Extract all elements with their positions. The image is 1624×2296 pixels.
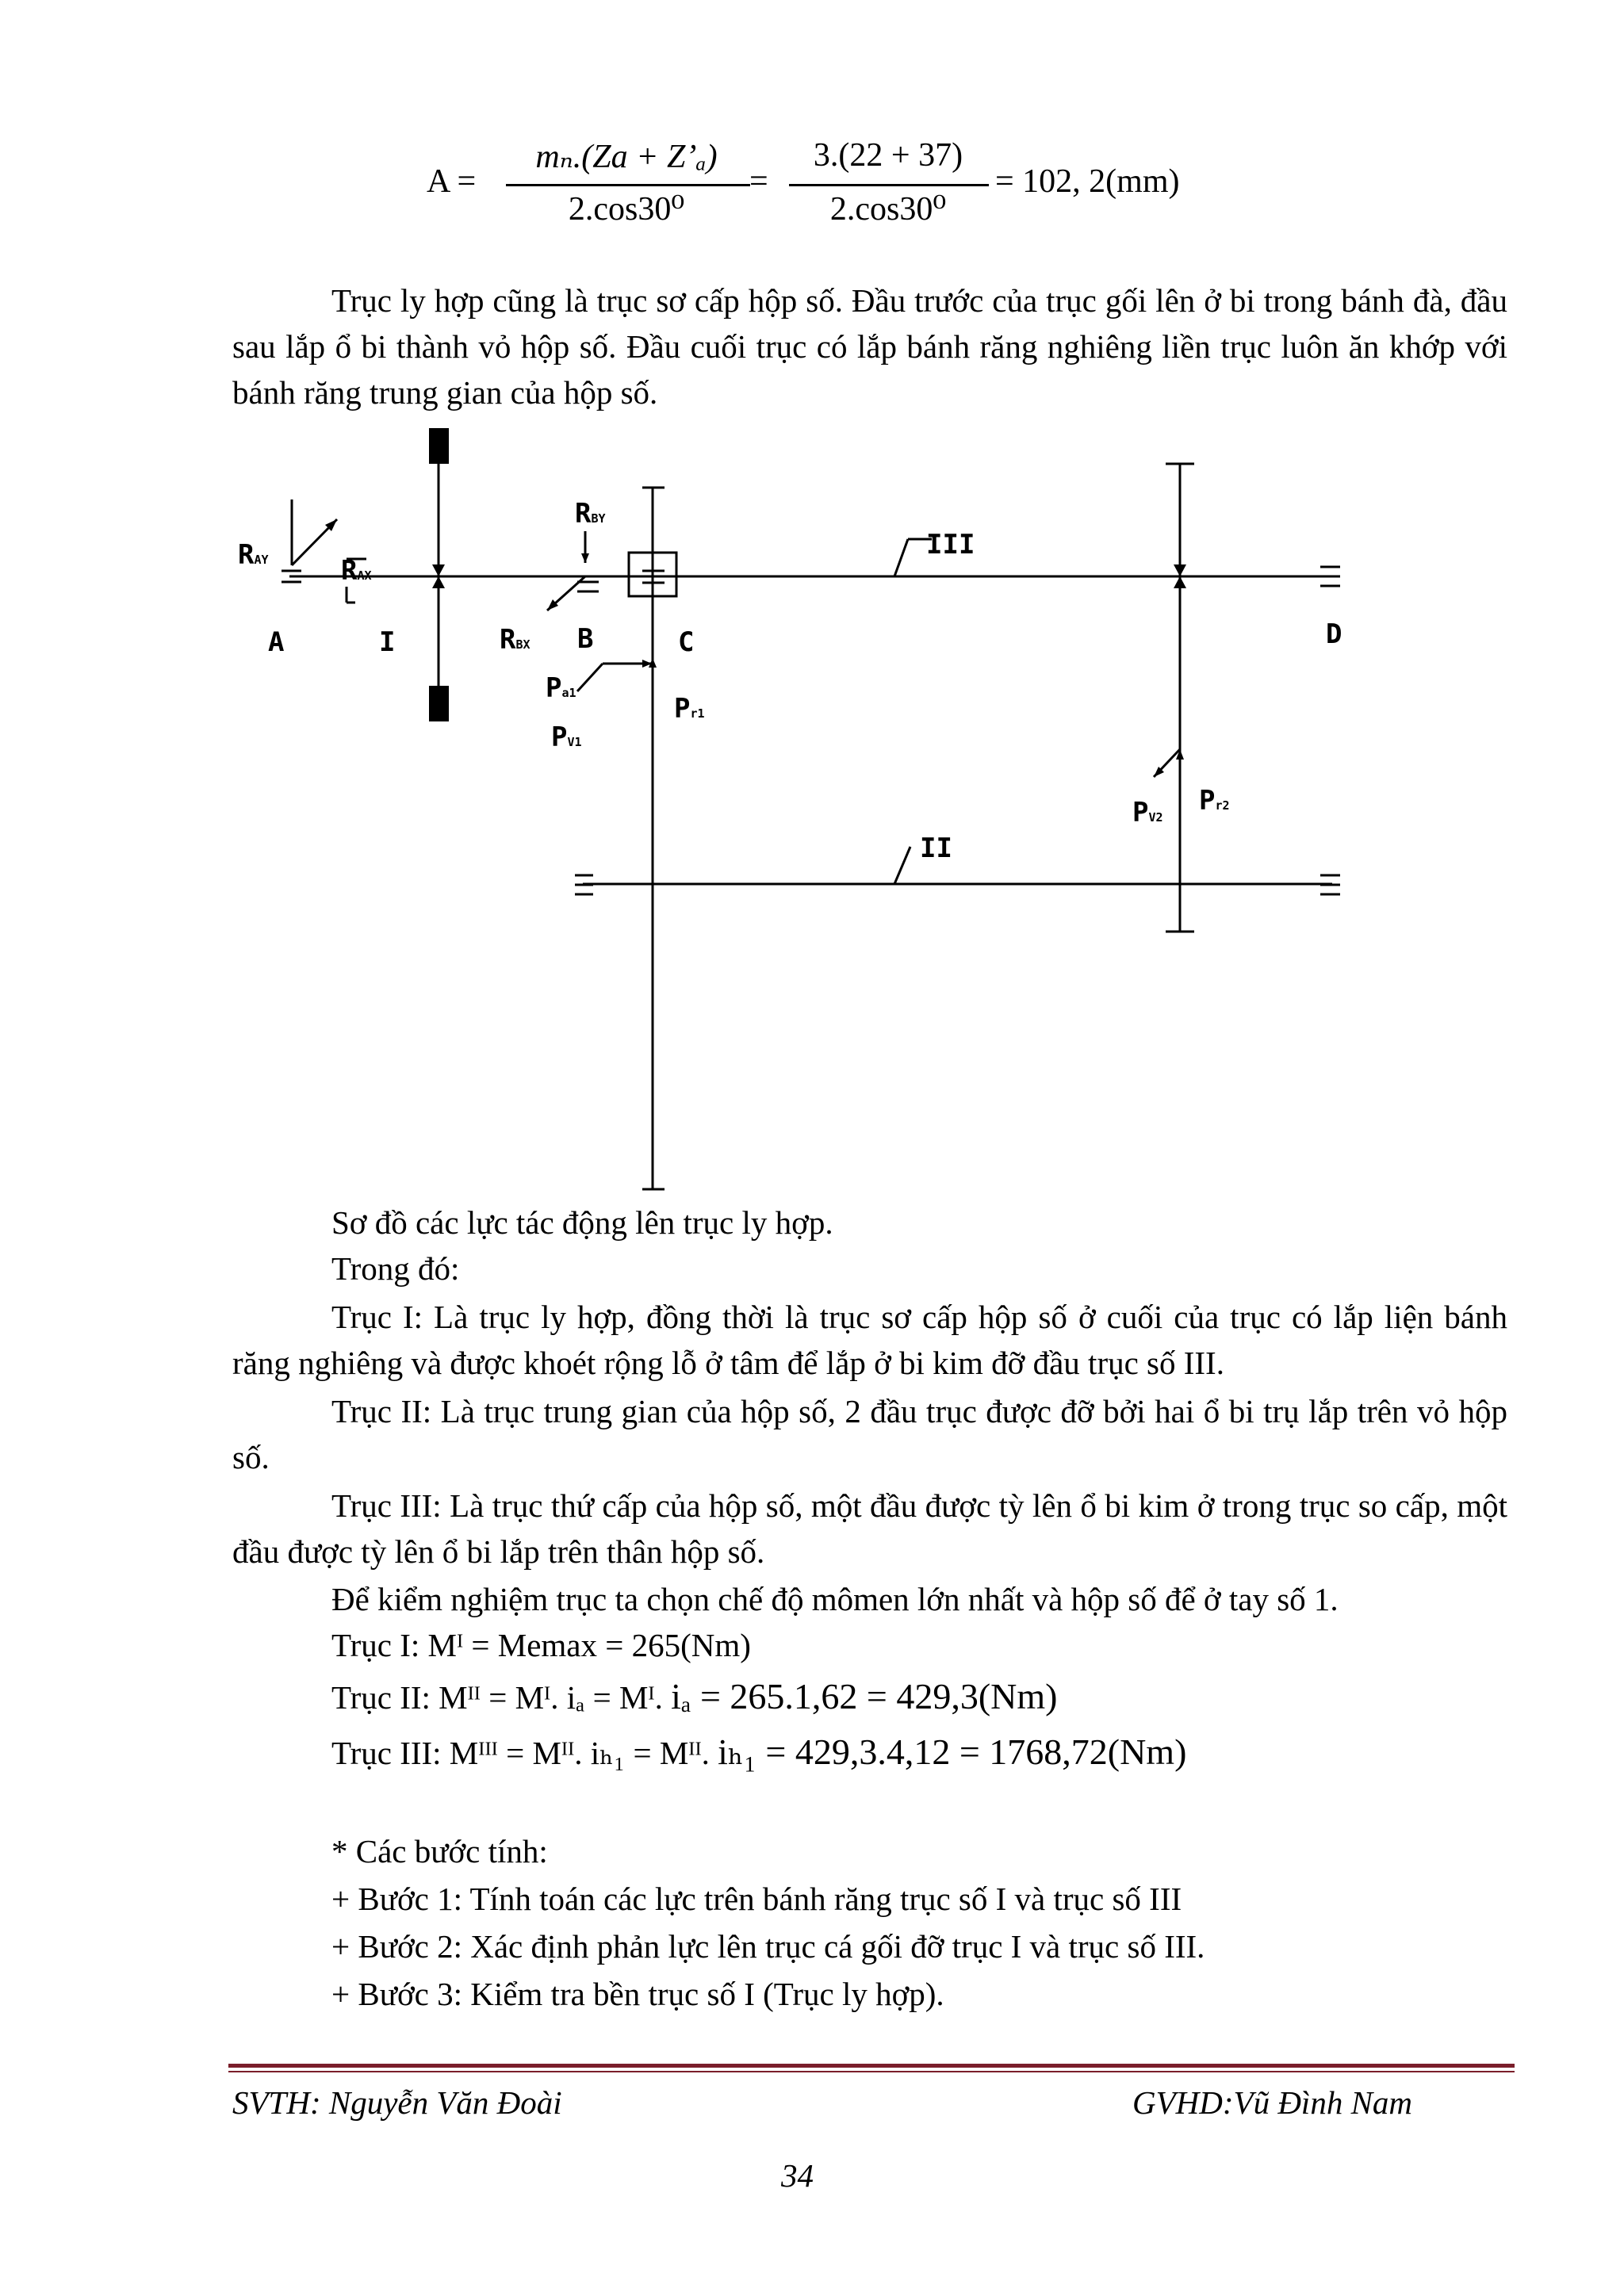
trong-do: Trong đó: (331, 1250, 460, 1287)
step-2: + Bước 2: Xác định phản lực lên trục cá gối đỡ trục I và trục số III. (331, 1928, 1205, 1965)
formula-numerator-2: 3.(22 + 37) (813, 137, 963, 174)
formula-lhs: A = (427, 163, 477, 200)
footer-svth: SVTH: Nguyễn Văn Đoài (232, 2084, 562, 2121)
moment-truc-1: Trục I: Mᴵ = Memax = 265(Nm) (331, 1627, 751, 1663)
label-d: D (1326, 618, 1342, 650)
paragraph-truc-1: Trục I: Là trục ly hợp, đồng thời là trục sơ cấp hộp số ở cuối của trục có lắp liện bánh răng nghiêng và được khoét rộng lỗ ở tâm để lắp ở bi kim đỡ đầu trục số III. (232, 1299, 1507, 1381)
formula-result: = 102, 2(mm) (995, 163, 1180, 200)
formula-denominator-1: 2.cos30⁰ (568, 191, 685, 228)
intro-paragraph: Trục ly hợp cũng là trục sơ cấp hộp số. Đầu trước của trục gối lên ở bi trong bánh đà, đầu sau lắp ổ bi thành vỏ hộp số. Đầu cuối trục có lắp bánh răng nghiêng liền trục luôn ăn khớp với bánh răng trung gian của hộp số. (232, 282, 1507, 411)
footer-gvhd: GVHD:Vũ Đình Nam (1132, 2084, 1413, 2121)
label-b: B (577, 623, 594, 655)
label-pv2: PV2 (1132, 797, 1163, 828)
kiem-nghiem-line: Để kiểm nghiệm trục ta chọn chế độ mômen lớn nhất và hộp số để ở tay số 1. (331, 1581, 1339, 1617)
label-pv1: PV1 (551, 721, 582, 753)
footer-rule (228, 2064, 1515, 2068)
label-pr1: Pr1 (674, 693, 705, 725)
label-shaft-ii: II (920, 832, 952, 864)
moment-truc-3: Trục III: Mᴵᴵᴵ = Mᴵᴵ. iₕ₁ = Mᴵᴵ. iₕ₁ = 429,3.4,12 = 1768,72(Nm) (331, 1732, 1187, 1772)
step-1: + Bước 1: Tính toán các lực trên bánh răng trục số I và trục số III (331, 1881, 1182, 1917)
label-rax: RAX (341, 555, 372, 587)
label-a: A (268, 626, 285, 658)
moment-truc-2: Trục II: Mᴵᴵ = Mᴵ. iₐ = Mᴵ. iₐ = 265.1,62 = 429,3(Nm) (331, 1676, 1058, 1716)
label-ray: RAY (238, 539, 269, 571)
paragraph-truc-3: Trục III: Là trục thứ cấp của hộp số, một đầu được tỳ lên ổ bi kim ở trong trục so cấp, một đầu được tỳ lên ổ bi lắp trên thân hộp số. (232, 1487, 1507, 1570)
label-i: I (379, 626, 396, 658)
gear-block-top (429, 428, 449, 464)
label-shaft-iii: III (926, 529, 975, 561)
formula-equals: = (749, 163, 768, 200)
label-pr2: Pr2 (1199, 785, 1230, 817)
paragraph-truc-2: Trục II: Là trục trung gian của hộp số, 2 đầu trục được đỡ bởi hai ổ bi trụ lắp trên vỏ hộp số. (232, 1393, 1507, 1475)
gear-block-bottom (429, 686, 449, 721)
page-number: 34 (781, 2157, 814, 2194)
step-3: + Bước 3: Kiểm tra bền trục số I (Trục ly hợp). (331, 1976, 944, 2012)
label-c: C (678, 626, 695, 658)
label-pa1: Pa1 (546, 672, 576, 704)
steps-title: * Các bước tính: (331, 1833, 548, 1869)
label-rby: RBY (575, 498, 606, 530)
formula-numerator-1: mₙ.(Za + Z’ₐ) (535, 139, 718, 175)
diagram-caption: Sơ đồ các lực tác động lên trục ly hợp. (331, 1204, 833, 1241)
label-rbx: RBX (500, 624, 530, 656)
footer-rule-thin (228, 2071, 1515, 2072)
formula-denominator-2: 2.cos30⁰ (829, 191, 947, 228)
